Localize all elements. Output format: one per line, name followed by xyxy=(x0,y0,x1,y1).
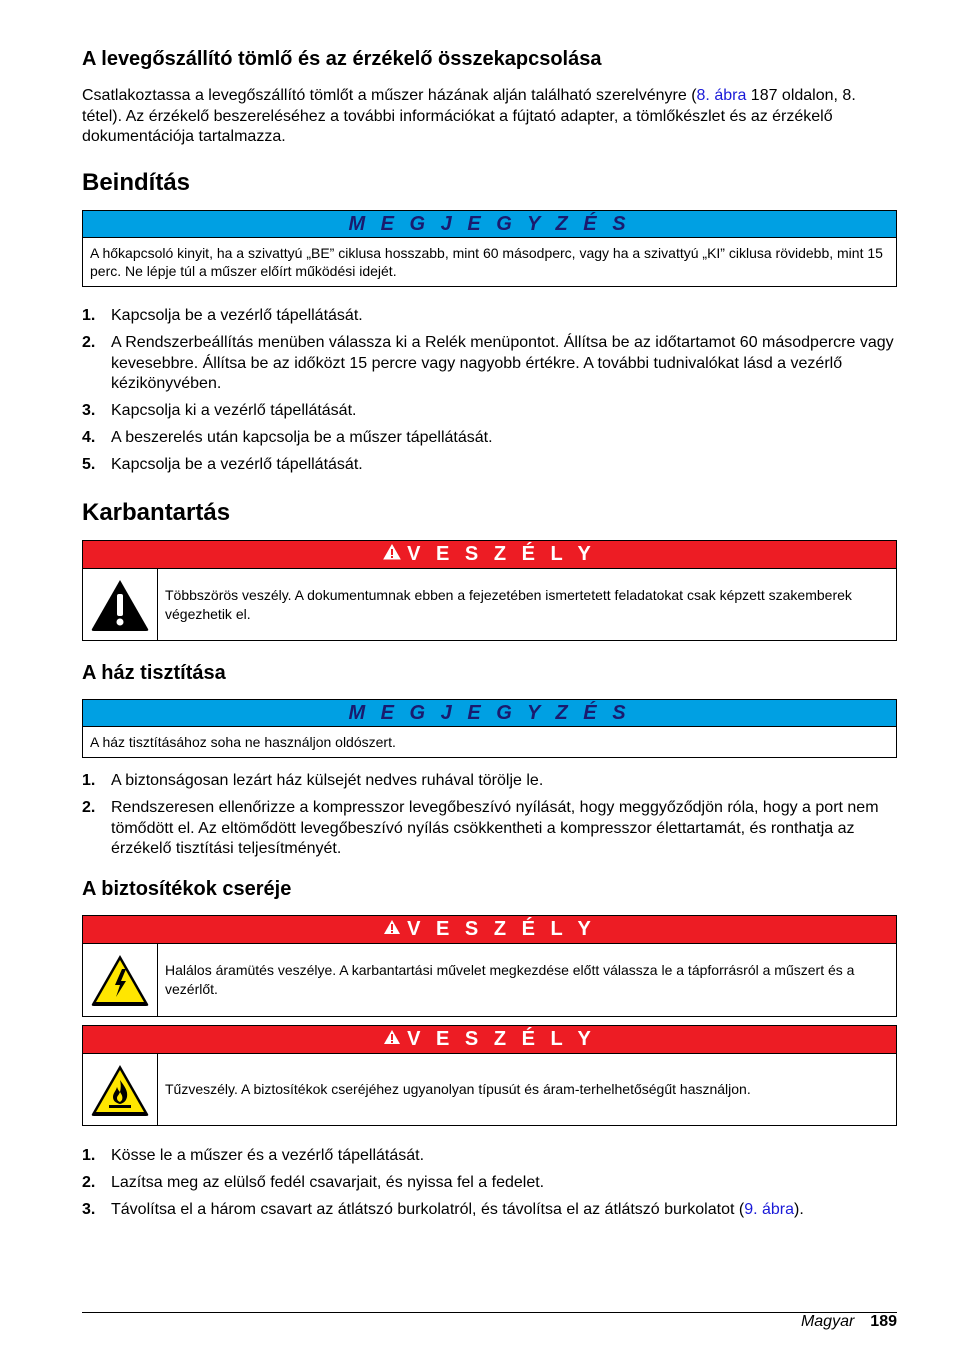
fire-hazard-icon xyxy=(83,1054,158,1125)
footer-language: Magyar xyxy=(800,1313,855,1330)
note-box-startup xyxy=(82,210,897,287)
danger-text: Halálos áramütés veszélye. A karbantartási művelet megkezdése előtt válassza le a tápforrásról a műszert és a vezérlőt. xyxy=(165,962,855,997)
list-item: 2. Rendszeresen ellenőrizze a kompresszor levegőbeszívó nyílását, hogy meggyőződjön róla, hogy a port nem tömődött el. Az eltömődött levegőbeszívó nyílás csökkentheti a kompresszor élettartamát, és ronthatja az érzékelő tisztítási teljesítményét. xyxy=(82,799,879,857)
electrical-hazard-icon xyxy=(83,944,158,1016)
danger-box-maintenance xyxy=(82,540,897,641)
danger-text: Tűzveszély. A biztosítékok cseréjéhez ugyanolyan típusút és áram-terhelhetőségűt használjon. xyxy=(165,1081,751,1097)
danger-text: Többszörös veszély. A dokumentumnak ebben a fejezetében ismertetett feladatokat csak képzett szakemberek végezhetik el. xyxy=(165,586,852,622)
list-item: 3. Távolítsa el a három csavart az átlátszó burkolatról, és távolítsa el az átlátszó burkolatot (9. ábra). xyxy=(82,1201,804,1218)
general-hazard-icon xyxy=(83,569,158,640)
section-heading-startup: Beindítás xyxy=(82,169,191,196)
list-item: 1. A biztonságosan lezárt ház külsejét nedves ruhával törölje le. xyxy=(82,772,544,789)
hose-paragraph: Csatlakoztassa a levegőszállító tömlőt a műszer házának alján található szerelvényre (8. ábra 187 oldalon, 8. tétel). Az érzékelő beszereléséhez a további információkat a fújtató adapter, a tömlőkészlet és az érzékelő dokumentációja tartalmazza. xyxy=(82,87,856,145)
list-item: 2. Lazítsa meg az elülső fedél csavarjait, és nyissa fel a fedelet. xyxy=(82,1174,545,1191)
list-item: 2. A Rendszerbeállítás menüben válassza ki a Relék menüpontot. Állítsa be az időtartamot 60 másodpercre vagy kevesebbre. Állítsa be az időközt 15 percre vagy nagyobb értékre. A további tudnivalókat lásd a vezérlő kézikönyvében. xyxy=(82,334,894,392)
list-item: 3. Kapcsolja ki a vezérlő tápellátását. xyxy=(82,402,357,419)
section-heading-maintenance: Karbantartás xyxy=(82,499,231,526)
danger-label-bar: V E S Z É L Y xyxy=(83,916,896,944)
section-heading-fuse: A biztosítékok cseréje xyxy=(82,878,292,900)
footer-divider xyxy=(82,1312,897,1313)
note-text: A hőkapcsoló kinyit, ha a szivattyú „BE” ciklusa hosszabb, mint 60 másodperc, vagy ha a szivattyú „KI” ciklusa rövidebb, mint 15 perc. Ne lépje túl a műszer előírt működési idejét. xyxy=(90,245,883,279)
danger-box-electric xyxy=(82,915,897,1017)
figure-8-link[interactable]: 8. ábra xyxy=(696,87,747,104)
note-label: M E G J E G Y Z É S xyxy=(83,700,896,727)
page-number: 189 xyxy=(870,1313,897,1330)
danger-label-bar: V E S Z É L Y xyxy=(83,1026,896,1054)
startup-steps xyxy=(82,306,897,482)
section-heading-housing-cleaning: A ház tisztítása xyxy=(82,662,226,684)
danger-label-bar: V E S Z É L Y xyxy=(83,541,896,569)
fuse-steps xyxy=(82,1146,897,1227)
list-item: 4. A beszerelés után kapcsolja be a műszer tápellátását. xyxy=(82,429,493,446)
figure-9-link[interactable]: 9. ábra xyxy=(744,1201,794,1218)
warning-triangle-icon xyxy=(383,1028,401,1051)
warning-triangle-icon xyxy=(383,543,401,566)
housing-steps xyxy=(82,771,897,866)
note-text: A ház tisztításához soha ne használjon oldószert. xyxy=(90,734,396,750)
section-heading-hose: A levegőszállító tömlő és az érzékelő összekapcsolása xyxy=(82,48,602,70)
page-footer xyxy=(801,1313,897,1331)
note-label: M E G J E G Y Z É S xyxy=(83,211,896,238)
list-item: 1. Kapcsolja be a vezérlő tápellátását. xyxy=(82,307,363,324)
note-box-housing xyxy=(82,699,897,758)
list-item: 1. Kösse le a műszer és a vezérlő tápellátását. xyxy=(82,1147,425,1164)
warning-triangle-icon xyxy=(383,918,401,941)
list-item: 5. Kapcsolja be a vezérlő tápellátását. xyxy=(82,456,363,473)
danger-box-fire xyxy=(82,1025,897,1126)
